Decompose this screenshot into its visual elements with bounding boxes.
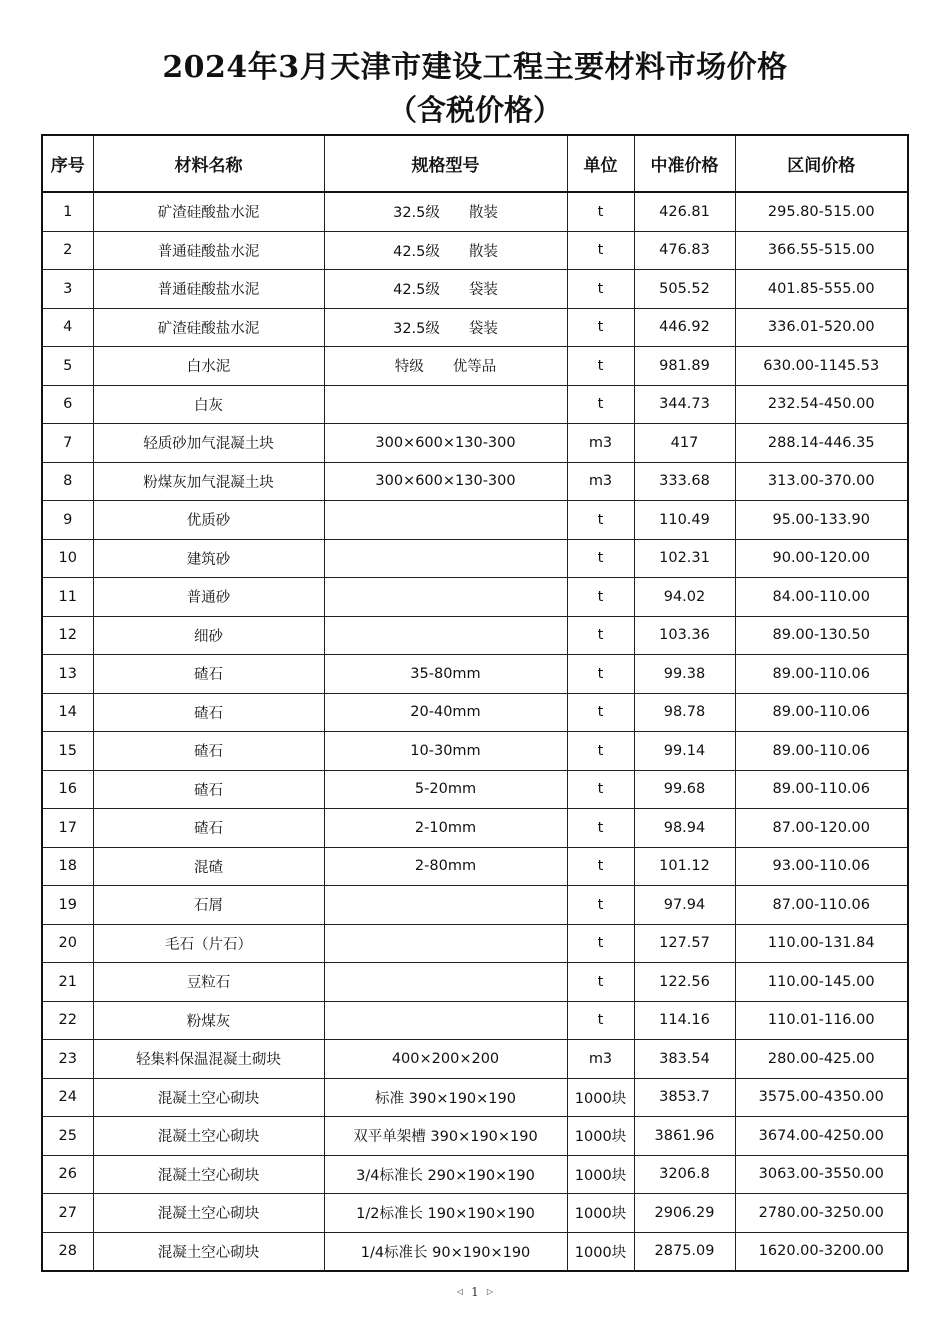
row-range-price: 110.00-145.00 bbox=[735, 963, 908, 1002]
row-range-price: 95.00-133.90 bbox=[735, 501, 908, 540]
row-unit: t bbox=[567, 809, 634, 848]
row-seq: 22 bbox=[42, 1001, 93, 1040]
row-material-name: 碴石 bbox=[93, 770, 324, 809]
table-row bbox=[42, 192, 908, 231]
header-range-price: 区间价格 bbox=[735, 135, 908, 192]
table-row bbox=[42, 655, 908, 694]
row-material-name: 粉煤灰 bbox=[93, 1001, 324, 1040]
row-seq: 17 bbox=[42, 809, 93, 848]
row-unit: t bbox=[567, 963, 634, 1002]
row-unit: m3 bbox=[567, 462, 634, 501]
row-mid-price: 3206.8 bbox=[634, 1155, 735, 1194]
row-seq: 16 bbox=[42, 770, 93, 809]
row-material-name: 白水泥 bbox=[93, 347, 324, 386]
row-spec: 32.5级 袋装 bbox=[324, 308, 567, 347]
table-row bbox=[42, 1001, 908, 1040]
row-material-name: 混凝土空心砌块 bbox=[93, 1155, 324, 1194]
table-row bbox=[42, 578, 908, 617]
row-seq: 18 bbox=[42, 847, 93, 886]
row-material-name: 混凝土空心砌块 bbox=[93, 1194, 324, 1233]
table-row bbox=[42, 847, 908, 886]
table-row bbox=[42, 424, 908, 463]
row-mid-price: 2875.09 bbox=[634, 1232, 735, 1271]
row-seq: 6 bbox=[42, 385, 93, 424]
row-mid-price: 476.83 bbox=[634, 231, 735, 270]
row-spec: 400×200×200 bbox=[324, 1040, 567, 1079]
row-mid-price: 99.14 bbox=[634, 732, 735, 771]
row-mid-price: 981.89 bbox=[634, 347, 735, 386]
row-range-price: 2780.00-3250.00 bbox=[735, 1194, 908, 1233]
header-mid-price: 中准价格 bbox=[634, 135, 735, 192]
row-mid-price: 344.73 bbox=[634, 385, 735, 424]
table-row bbox=[42, 1117, 908, 1156]
row-range-price: 3063.00-3550.00 bbox=[735, 1155, 908, 1194]
row-unit: t bbox=[567, 847, 634, 886]
row-mid-price: 122.56 bbox=[634, 963, 735, 1002]
row-mid-price: 98.94 bbox=[634, 809, 735, 848]
page-subtitle: （含税价格） bbox=[387, 93, 562, 127]
row-seq: 21 bbox=[42, 963, 93, 1002]
row-spec: 10-30mm bbox=[324, 732, 567, 771]
row-seq: 23 bbox=[42, 1040, 93, 1079]
row-unit: t bbox=[567, 578, 634, 617]
row-spec: 3/4标准长 290×190×190 bbox=[324, 1155, 567, 1194]
row-spec bbox=[324, 578, 567, 617]
row-unit: t bbox=[567, 655, 634, 694]
row-seq: 2 bbox=[42, 231, 93, 270]
row-material-name: 优质砂 bbox=[93, 501, 324, 540]
row-mid-price: 114.16 bbox=[634, 1001, 735, 1040]
row-material-name: 碴石 bbox=[93, 732, 324, 771]
row-spec bbox=[324, 385, 567, 424]
table-row bbox=[42, 1232, 908, 1271]
row-unit: t bbox=[567, 732, 634, 771]
row-material-name: 轻质砂加气混凝土块 bbox=[93, 424, 324, 463]
row-seq: 20 bbox=[42, 924, 93, 963]
table-row bbox=[42, 347, 908, 386]
row-material-name: 白灰 bbox=[93, 385, 324, 424]
row-material-name: 普通硅酸盐水泥 bbox=[93, 231, 324, 270]
row-unit: m3 bbox=[567, 1040, 634, 1079]
page-footer bbox=[0, 1284, 950, 1299]
row-material-name: 普通硅酸盐水泥 bbox=[93, 270, 324, 309]
row-unit: 1000块 bbox=[567, 1155, 634, 1194]
row-seq: 12 bbox=[42, 616, 93, 655]
table-row bbox=[42, 231, 908, 270]
row-spec bbox=[324, 539, 567, 578]
header-name: 材料名称 bbox=[93, 135, 324, 192]
row-unit: t bbox=[567, 385, 634, 424]
row-unit: t bbox=[567, 192, 634, 231]
row-material-name: 普通砂 bbox=[93, 578, 324, 617]
row-range-price: 87.00-110.06 bbox=[735, 886, 908, 925]
row-mid-price: 446.92 bbox=[634, 308, 735, 347]
page-title: 2024年3月天津市建设工程主要材料市场价格 bbox=[162, 50, 788, 85]
row-spec bbox=[324, 616, 567, 655]
row-material-name: 碴石 bbox=[93, 693, 324, 732]
row-seq: 28 bbox=[42, 1232, 93, 1271]
table-row bbox=[42, 770, 908, 809]
row-unit: t bbox=[567, 1001, 634, 1040]
row-spec: 300×600×130-300 bbox=[324, 462, 567, 501]
row-seq: 10 bbox=[42, 539, 93, 578]
header-spec: 规格型号 bbox=[324, 135, 567, 192]
row-seq: 11 bbox=[42, 578, 93, 617]
table-row bbox=[42, 963, 908, 1002]
row-range-price: 3674.00-4250.00 bbox=[735, 1117, 908, 1156]
row-mid-price: 101.12 bbox=[634, 847, 735, 886]
table-row bbox=[42, 501, 908, 540]
row-material-name: 混碴 bbox=[93, 847, 324, 886]
row-spec: 2-80mm bbox=[324, 847, 567, 886]
table-row bbox=[42, 1155, 908, 1194]
row-unit: t bbox=[567, 616, 634, 655]
row-unit: t bbox=[567, 539, 634, 578]
row-material-name: 建筑砂 bbox=[93, 539, 324, 578]
price-table bbox=[41, 134, 909, 1272]
table-row bbox=[42, 924, 908, 963]
row-mid-price: 110.49 bbox=[634, 501, 735, 540]
row-seq: 1 bbox=[42, 192, 93, 231]
table-row bbox=[42, 539, 908, 578]
row-unit: t bbox=[567, 924, 634, 963]
row-range-price: 336.01-520.00 bbox=[735, 308, 908, 347]
row-range-price: 93.00-110.06 bbox=[735, 847, 908, 886]
row-spec: 42.5级 袋装 bbox=[324, 270, 567, 309]
row-seq: 4 bbox=[42, 308, 93, 347]
row-spec: 2-10mm bbox=[324, 809, 567, 848]
row-spec: 42.5级 散装 bbox=[324, 231, 567, 270]
row-material-name: 混凝土空心砌块 bbox=[93, 1117, 324, 1156]
row-spec bbox=[324, 924, 567, 963]
row-spec bbox=[324, 1001, 567, 1040]
row-range-price: 89.00-110.06 bbox=[735, 732, 908, 771]
row-seq: 13 bbox=[42, 655, 93, 694]
row-range-price: 3575.00-4350.00 bbox=[735, 1078, 908, 1117]
row-seq: 9 bbox=[42, 501, 93, 540]
row-mid-price: 102.31 bbox=[634, 539, 735, 578]
row-seq: 27 bbox=[42, 1194, 93, 1233]
header-seq: 序号 bbox=[42, 135, 93, 192]
table-row bbox=[42, 616, 908, 655]
row-mid-price: 3861.96 bbox=[634, 1117, 735, 1156]
row-unit: t bbox=[567, 693, 634, 732]
row-range-price: 87.00-120.00 bbox=[735, 809, 908, 848]
row-unit: t bbox=[567, 231, 634, 270]
row-seq: 24 bbox=[42, 1078, 93, 1117]
row-spec: 35-80mm bbox=[324, 655, 567, 694]
row-mid-price: 99.68 bbox=[634, 770, 735, 809]
row-seq: 19 bbox=[42, 886, 93, 925]
row-spec: 双平单架槽 390×190×190 bbox=[324, 1117, 567, 1156]
row-range-price: 84.00-110.00 bbox=[735, 578, 908, 617]
table-header-row bbox=[42, 135, 908, 192]
row-range-price: 90.00-120.00 bbox=[735, 539, 908, 578]
row-unit: t bbox=[567, 347, 634, 386]
row-mid-price: 127.57 bbox=[634, 924, 735, 963]
row-mid-price: 99.38 bbox=[634, 655, 735, 694]
row-material-name: 轻集料保温混凝土砌块 bbox=[93, 1040, 324, 1079]
row-spec bbox=[324, 501, 567, 540]
row-material-name: 碴石 bbox=[93, 655, 324, 694]
row-spec: 300×600×130-300 bbox=[324, 424, 567, 463]
row-mid-price: 383.54 bbox=[634, 1040, 735, 1079]
row-material-name: 混凝土空心砌块 bbox=[93, 1232, 324, 1271]
row-range-price: 288.14-446.35 bbox=[735, 424, 908, 463]
row-spec: 1/2标准长 190×190×190 bbox=[324, 1194, 567, 1233]
row-material-name: 豆粒石 bbox=[93, 963, 324, 1002]
row-mid-price: 98.78 bbox=[634, 693, 735, 732]
row-range-price: 89.00-110.06 bbox=[735, 693, 908, 732]
table-body bbox=[42, 192, 908, 1271]
row-seq: 7 bbox=[42, 424, 93, 463]
row-unit: m3 bbox=[567, 424, 634, 463]
row-range-price: 232.54-450.00 bbox=[735, 385, 908, 424]
row-unit: t bbox=[567, 270, 634, 309]
table-row bbox=[42, 1040, 908, 1079]
table-row bbox=[42, 270, 908, 309]
row-mid-price: 94.02 bbox=[634, 578, 735, 617]
row-unit: t bbox=[567, 886, 634, 925]
row-unit: 1000块 bbox=[567, 1194, 634, 1233]
row-range-price: 1620.00-3200.00 bbox=[735, 1232, 908, 1271]
right-triangle-icon: ▷ bbox=[486, 1287, 493, 1296]
table-row bbox=[42, 886, 908, 925]
table-row bbox=[42, 1078, 908, 1117]
row-mid-price: 505.52 bbox=[634, 270, 735, 309]
row-unit: t bbox=[567, 501, 634, 540]
row-material-name: 毛石（片石） bbox=[93, 924, 324, 963]
row-mid-price: 426.81 bbox=[634, 192, 735, 231]
row-range-price: 110.00-131.84 bbox=[735, 924, 908, 963]
left-triangle-icon: ◁ bbox=[457, 1287, 464, 1296]
row-spec: 32.5级 散装 bbox=[324, 192, 567, 231]
row-material-name: 矿渣硅酸盐水泥 bbox=[93, 308, 324, 347]
row-spec bbox=[324, 963, 567, 1002]
row-spec: 标准 390×190×190 bbox=[324, 1078, 567, 1117]
row-unit: 1000块 bbox=[567, 1117, 634, 1156]
row-range-price: 280.00-425.00 bbox=[735, 1040, 908, 1079]
row-mid-price: 417 bbox=[634, 424, 735, 463]
row-seq: 5 bbox=[42, 347, 93, 386]
row-range-price: 401.85-555.00 bbox=[735, 270, 908, 309]
row-spec: 1/4标准长 90×190×190 bbox=[324, 1232, 567, 1271]
row-range-price: 630.00-1145.53 bbox=[735, 347, 908, 386]
row-seq: 14 bbox=[42, 693, 93, 732]
row-unit: t bbox=[567, 308, 634, 347]
row-range-price: 89.00-110.06 bbox=[735, 655, 908, 694]
row-spec: 5-20mm bbox=[324, 770, 567, 809]
row-unit: t bbox=[567, 770, 634, 809]
row-material-name: 矿渣硅酸盐水泥 bbox=[93, 192, 324, 231]
row-seq: 8 bbox=[42, 462, 93, 501]
row-mid-price: 97.94 bbox=[634, 886, 735, 925]
table-row bbox=[42, 732, 908, 771]
header-unit: 单位 bbox=[567, 135, 634, 192]
row-seq: 25 bbox=[42, 1117, 93, 1156]
row-material-name: 混凝土空心砌块 bbox=[93, 1078, 324, 1117]
row-spec: 特级 优等品 bbox=[324, 347, 567, 386]
row-spec: 20-40mm bbox=[324, 693, 567, 732]
table-row bbox=[42, 693, 908, 732]
page-number: 1 bbox=[471, 1284, 479, 1299]
row-range-price: 366.55-515.00 bbox=[735, 231, 908, 270]
row-range-price: 295.80-515.00 bbox=[735, 192, 908, 231]
row-range-price: 110.01-116.00 bbox=[735, 1001, 908, 1040]
table-row bbox=[42, 462, 908, 501]
table-row bbox=[42, 308, 908, 347]
row-seq: 3 bbox=[42, 270, 93, 309]
row-material-name: 石屑 bbox=[93, 886, 324, 925]
row-material-name: 碴石 bbox=[93, 809, 324, 848]
row-material-name: 粉煤灰加气混凝土块 bbox=[93, 462, 324, 501]
row-material-name: 细砂 bbox=[93, 616, 324, 655]
row-mid-price: 103.36 bbox=[634, 616, 735, 655]
row-range-price: 89.00-110.06 bbox=[735, 770, 908, 809]
row-range-price: 89.00-130.50 bbox=[735, 616, 908, 655]
row-unit: 1000块 bbox=[567, 1232, 634, 1271]
row-mid-price: 3853.7 bbox=[634, 1078, 735, 1117]
row-range-price: 313.00-370.00 bbox=[735, 462, 908, 501]
row-mid-price: 333.68 bbox=[634, 462, 735, 501]
row-unit: 1000块 bbox=[567, 1078, 634, 1117]
row-seq: 26 bbox=[42, 1155, 93, 1194]
table-row bbox=[42, 385, 908, 424]
table-row bbox=[42, 809, 908, 848]
row-mid-price: 2906.29 bbox=[634, 1194, 735, 1233]
row-spec bbox=[324, 886, 567, 925]
row-seq: 15 bbox=[42, 732, 93, 771]
table-row bbox=[42, 1194, 908, 1233]
